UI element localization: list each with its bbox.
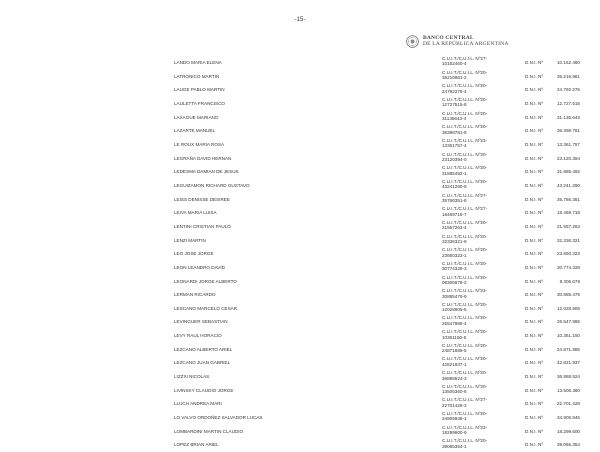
- person-name: LENZI MARTIN: [174, 237, 206, 243]
- dni-label: D.N.I. Nº: [525, 128, 544, 134]
- dni-value: 30.885.479: [557, 292, 580, 298]
- dni-value: 22.701.428: [557, 401, 580, 407]
- cuit-cell: [442, 356, 512, 367]
- cuit-label: C.U.I.T./C.U.I.L. Nº27-: [442, 206, 488, 212]
- cuit-label: C.U.I.T./C.U.I.L. Nº20-: [442, 124, 488, 130]
- persons-list: [0, 56, 600, 452]
- cuit-label: C.U.I.T./C.U.I.L. Nº20-: [442, 260, 488, 266]
- person-name: LAXAGUE MARIANO: [174, 114, 219, 120]
- dni-label: D.N.I. Nº: [525, 196, 544, 202]
- dni-label: D.N.I. Nº: [525, 251, 544, 257]
- list-item: [0, 56, 600, 70]
- dni-value: 32.336.321: [557, 237, 580, 243]
- cuit-cell: [442, 220, 512, 231]
- cuit-label: C.U.I.T./C.U.I.L. Nº20-: [442, 247, 488, 253]
- dni-value: 23.660.323: [557, 251, 580, 257]
- dni-value: 42.821.937: [557, 360, 580, 366]
- person-name: LEZCANO ALBERTO ARIEL: [174, 346, 233, 352]
- person-name: LAZARTE MANUEL: [174, 128, 216, 134]
- person-name: LIVINSKY CLAUDIO JORGE: [174, 387, 234, 393]
- list-item: [0, 356, 600, 370]
- dni-value: 35.766.351: [557, 196, 580, 202]
- cuit-cell: [442, 179, 512, 190]
- cuit-cell: [442, 370, 512, 381]
- dni-value: 24.871.885: [557, 346, 580, 352]
- list-item: [0, 329, 600, 343]
- cuit-number: 32336321-9: [442, 238, 467, 244]
- cuit-cell: [442, 302, 512, 313]
- cuit-cell: [442, 70, 512, 81]
- cuit-number: 39065354-1: [442, 443, 467, 449]
- cuit-number: 34905946-1: [442, 416, 467, 422]
- cuit-cell: [442, 83, 512, 94]
- dni-label: D.N.I. Nº: [525, 182, 544, 188]
- cuit-number: 13361757-4: [442, 143, 467, 149]
- dni-value: 39.065.354: [557, 442, 580, 448]
- person-name: LEO JOSE JORGE: [174, 251, 214, 257]
- cuit-cell: [442, 97, 512, 108]
- cuit-number: 43241290-9: [442, 184, 467, 190]
- cuit-label: C.U.I.T./C.U.I.L. Nº20-: [442, 370, 488, 376]
- person-name: LE ROUX MARIA ROSA: [174, 141, 225, 147]
- cuit-cell: [442, 261, 512, 272]
- cuit-number: 35766351-8: [442, 197, 467, 203]
- cuit-label: C.U.I.T./C.U.I.L. Nº20-: [442, 96, 488, 102]
- person-name: LEZCANO JUAN GABRIEL: [174, 360, 231, 366]
- person-name: LAULETTA FRANCISCO: [174, 100, 225, 106]
- cuit-label: C.U.I.T./C.U.I.L. Nº20-: [442, 69, 488, 75]
- person-name: LESCANO MARCELO CESAR: [174, 305, 238, 311]
- cuit-label: C.U.I.T./C.U.I.L. Nº23-: [442, 288, 488, 294]
- person-name: LEGRAÑA DAVID HERNAN: [174, 155, 232, 161]
- person-name: LEONARDI JORGE ALBERTO: [174, 278, 237, 284]
- cuit-number: 22701428-3: [442, 402, 467, 408]
- cuit-number: 31885492-1: [442, 170, 467, 176]
- cuit-number: 21557263-4: [442, 225, 467, 231]
- list-item: [0, 138, 600, 152]
- cuit-number: 18469718-7: [442, 211, 467, 217]
- cuit-cell: [442, 315, 512, 326]
- cuit-cell: [442, 329, 512, 340]
- cuit-number: 31135643-4: [442, 116, 467, 122]
- person-name: LEGUIZAMON RICHARD GUSTAVO: [174, 182, 250, 188]
- person-name: LEISS DENISSE DESIREE: [174, 196, 230, 202]
- bank-header: [406, 31, 509, 51]
- cuit-label: C.U.I.T./C.U.I.L. Nº27-: [442, 56, 488, 61]
- person-name: LAUGE PABLO MARTIN: [174, 87, 225, 93]
- cuit-label: C.U.I.T./C.U.I.L. Nº20-: [442, 83, 488, 89]
- list-item: [0, 302, 600, 316]
- cuit-label: C.U.I.T./C.U.I.L. Nº20-: [442, 411, 488, 417]
- dni-label: D.N.I. Nº: [525, 319, 544, 325]
- list-item: [0, 234, 600, 248]
- dni-label: D.N.I. Nº: [525, 100, 544, 106]
- list-item: [0, 220, 600, 234]
- bank-name-line1: BANCO CENTRAL: [423, 34, 474, 41]
- cuit-label: C.U.I.T./C.U.I.L. Nº20-: [442, 438, 488, 444]
- cuit-label: C.U.I.T./C.U.I.L. Nº20-: [442, 342, 488, 348]
- dni-label: D.N.I. Nº: [525, 264, 544, 270]
- cuit-number: 35216981-2: [442, 75, 467, 81]
- cuit-number: 08306678-2: [442, 279, 467, 285]
- list-item: [0, 97, 600, 111]
- cuit-label: C.U.I.T./C.U.I.L. Nº20-: [442, 178, 488, 184]
- dni-label: D.N.I. Nº: [525, 305, 544, 311]
- person-name: LO VALVO ORDOÑEZ SALVADOR LUCAS: [174, 415, 263, 421]
- person-name: LEON LEANDRO DAVID: [174, 264, 225, 270]
- dni-label: D.N.I. Nº: [525, 360, 544, 366]
- dni-label: D.N.I. Nº: [525, 278, 544, 284]
- cuit-cell: [442, 343, 512, 354]
- dni-value: 13.361.757: [557, 141, 580, 147]
- cuit-cell: [442, 193, 512, 204]
- list-item: [0, 425, 600, 439]
- list-item: [0, 206, 600, 220]
- cuit-cell: [442, 275, 512, 286]
- dni-label: D.N.I. Nº: [525, 428, 544, 434]
- dni-value: 21.557.263: [557, 223, 580, 229]
- dni-label: D.N.I. Nº: [525, 333, 544, 339]
- cuit-label: C.U.I.T./C.U.I.L. Nº20-: [442, 301, 488, 307]
- dni-value: 10.361.150: [557, 333, 580, 339]
- cuit-label: C.U.I.T./C.U.I.L. Nº20-: [442, 233, 488, 239]
- cuit-cell: [442, 234, 512, 245]
- dni-value: 34.905.946: [557, 415, 580, 421]
- cuit-cell: [442, 111, 512, 122]
- cuit-number: 42821937-1: [442, 361, 467, 367]
- person-name: LENTINI CRISTIAN PAULO: [174, 223, 231, 229]
- cuit-cell: [442, 384, 512, 395]
- cuit-cell: [442, 247, 512, 258]
- list-item: [0, 179, 600, 193]
- person-name: LERMAN RICARDO: [174, 292, 216, 298]
- dni-value: 30.774.328: [557, 264, 580, 270]
- cuit-number: 24792276-4: [442, 88, 467, 94]
- person-name: LIZZXI NICOLAS: [174, 374, 210, 380]
- dni-value: 8.306.678: [559, 278, 580, 284]
- list-item: [0, 124, 600, 138]
- dni-value: 12.727.515: [557, 100, 580, 106]
- cuit-label: C.U.I.T./C.U.I.L. Nº27-: [442, 192, 488, 198]
- cuit-cell: [442, 56, 512, 67]
- cuit-number: 36888524-3: [442, 375, 467, 381]
- list-item: [0, 370, 600, 384]
- list-item: [0, 397, 600, 411]
- list-item: [0, 315, 600, 329]
- cuit-cell: [442, 124, 512, 135]
- list-item: [0, 288, 600, 302]
- dni-label: D.N.I. Nº: [525, 415, 544, 421]
- cuit-cell: [442, 288, 512, 299]
- list-item: [0, 193, 600, 207]
- cuit-number: 13506360-6: [442, 389, 467, 395]
- cuit-label: C.U.I.T./C.U.I.L. Nº20-: [442, 165, 488, 171]
- cuit-label: C.U.I.T./C.U.I.L. Nº20-: [442, 151, 488, 157]
- dni-value: 31.135.643: [557, 114, 580, 120]
- dni-label: D.N.I. Nº: [525, 141, 544, 147]
- person-name: LOPEZ BRIAN ARIEL: [174, 442, 219, 448]
- list-item: [0, 111, 600, 125]
- cuit-number: 36398781-9: [442, 129, 467, 135]
- person-name: LLUCH ANDREA MARI: [174, 401, 222, 407]
- dni-label: D.N.I. Nº: [525, 387, 544, 393]
- cuit-number: 12028905-6: [442, 307, 467, 313]
- cuit-label: C.U.I.T./C.U.I.L. Nº20-: [442, 383, 488, 389]
- bank-name: [423, 35, 509, 48]
- dni-value: 35.216.981: [557, 73, 580, 79]
- person-name: LANDO MARIA ELENA: [174, 60, 222, 65]
- dni-value: 26.547.986: [557, 319, 580, 325]
- cuit-cell: [442, 438, 512, 449]
- cuit-number: 30885479-9: [442, 293, 467, 299]
- cuit-cell: [442, 411, 512, 422]
- dni-value: 18.299.600: [557, 428, 580, 434]
- cuit-cell: [442, 152, 512, 163]
- dni-label: D.N.I. Nº: [525, 374, 544, 380]
- dni-label: D.N.I. Nº: [525, 223, 544, 229]
- dni-value: 43.241.290: [557, 182, 580, 188]
- cuit-cell: [442, 425, 512, 436]
- person-name: LEVINGUER SEBASTIAN: [174, 319, 228, 325]
- cuit-label: C.U.I.T./C.U.I.L. Nº23-: [442, 137, 488, 143]
- list-item: [0, 438, 600, 452]
- dni-label: D.N.I. Nº: [525, 155, 544, 161]
- dni-label: D.N.I. Nº: [525, 87, 544, 93]
- cuit-label: C.U.I.T./C.U.I.L. Nº20-: [442, 356, 488, 362]
- dni-label: D.N.I. Nº: [525, 442, 544, 448]
- person-name: LEVY RAUL HORACIO: [174, 333, 222, 339]
- cuit-number: 23660323-1: [442, 252, 467, 258]
- cuit-number: 18299600-9: [442, 430, 467, 436]
- cuit-number: 23120394-0: [442, 157, 467, 162]
- cuit-label: C.U.I.T./C.U.I.L. Nº27-: [442, 397, 488, 403]
- person-name: LEIVA MARIA LUISA: [174, 210, 217, 216]
- cuit-number: 26547986-4: [442, 320, 467, 326]
- cuit-label: C.U.I.T./C.U.I.L. Nº20-: [442, 219, 488, 225]
- cuit-label: C.U.I.T./C.U.I.L. Nº20-: [442, 110, 488, 116]
- list-item: [0, 247, 600, 261]
- cuit-cell: [442, 138, 512, 149]
- dni-label: D.N.I. Nº: [525, 292, 544, 298]
- list-item: [0, 83, 600, 97]
- dni-label: D.N.I. Nº: [525, 114, 544, 120]
- cuit-cell: [442, 206, 512, 217]
- cuit-number: 24871885-5: [442, 348, 467, 354]
- cuit-cell: [442, 165, 512, 176]
- dni-label: D.N.I. Nº: [525, 401, 544, 407]
- bank-seal-icon: [406, 35, 419, 48]
- dni-label: D.N.I. Nº: [525, 346, 544, 352]
- person-name: LATRONICO MARTIN: [174, 73, 220, 79]
- person-name: LOMBARDINI MARTIN CLAUDIO: [174, 428, 244, 434]
- cuit-cell: [442, 397, 512, 408]
- cuit-number: 10361150-5: [442, 334, 467, 340]
- dni-value: 13.506.360: [557, 387, 580, 393]
- dni-label: D.N.I. Nº: [525, 60, 544, 65]
- list-item: [0, 261, 600, 275]
- dni-label: D.N.I. Nº: [525, 210, 544, 216]
- page-number: -15-: [294, 17, 306, 23]
- dni-value: 36.888.524: [557, 374, 580, 380]
- list-item: [0, 275, 600, 289]
- cuit-label: C.U.I.T./C.U.I.L. Nº20-: [442, 315, 488, 321]
- dni-value: 12.028.905: [557, 305, 580, 311]
- cuit-label: C.U.I.T./C.U.I.L. Nº20-: [442, 274, 488, 280]
- cuit-number: 30774328-3: [442, 266, 467, 272]
- list-item: [0, 165, 600, 179]
- cuit-number: 10162460-4: [442, 61, 467, 67]
- dni-label: D.N.I. Nº: [525, 169, 544, 175]
- dni-value: 10.162.460: [557, 60, 580, 65]
- cuit-label: C.U.I.T./C.U.I.L. Nº20-: [442, 329, 488, 335]
- list-item: [0, 70, 600, 84]
- dni-value: 36.398.781: [557, 128, 580, 134]
- dni-label: D.N.I. Nº: [525, 73, 544, 79]
- cuit-number: 12727515-8: [442, 102, 467, 108]
- person-name: LEDESMA DAMIAN DE JESUS: [174, 169, 239, 175]
- cuit-label: C.U.I.T./C.U.I.L. Nº23-: [442, 424, 488, 430]
- list-item: [0, 343, 600, 357]
- list-item: [0, 384, 600, 398]
- list-item: [0, 152, 600, 166]
- dni-value: 24.792.276: [557, 87, 580, 93]
- bank-name-line2: DE LA REPÚBLICA ARGENTINA: [423, 41, 509, 47]
- dni-value: 18.469.718: [557, 210, 580, 216]
- list-item: [0, 411, 600, 425]
- dni-label: D.N.I. Nº: [525, 237, 544, 243]
- dni-value: 31.885.492: [557, 169, 580, 175]
- dni-value: 23.120.394: [557, 155, 580, 161]
